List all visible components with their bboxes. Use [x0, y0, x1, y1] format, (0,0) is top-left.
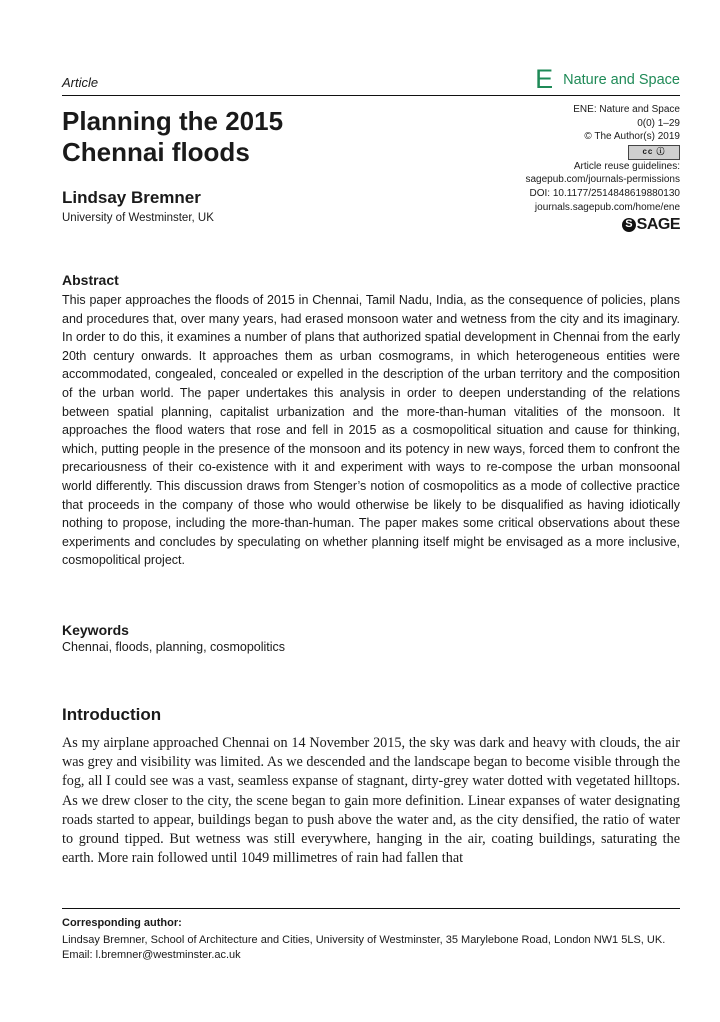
sage-s-icon: S — [622, 218, 636, 232]
abstract-text: This paper approaches the floods of 2015 in Chennai, Tamil Nadu, India, as the consequence of policies, plans and procedures that, over many years, had erased monsoon water and wetness from the city and its imaginary. In order to do this, it examines a number of plans that authorized spatial development in Chennai from the early 20th century onwards. It approaches them as urban cosmograms, in which heterogeneous entities were accommodated, congealed, concealed or expelled in the description of the urban territory and the composition of the urban world. The paper undertakes this analysis in order to deepen understanding of the relations between spatial planning, capitalist urbanization and the more-than-human vitalities of the monsoon. It approaches the flood waters that rose and fell in 2015 as a cosmopolitical situation and cause for thinking, which, putting people in the presence of the monsoon and its potency in new ways, forced them to confront the precariousness of their co-existence with it and experiment with ways to re-compose the urban monsoonal world differently. This discussion draws from Stenger’s notion of cosmopolitics as a mode of collective practice that proceeds in the company of those who would otherwise be likely to be disqualified as having idiotically nothing to propose, including the more-than-human. The paper makes some critical observations about these experiments and concludes by speculating on whether planning itself might be envisaged as a more inclusive, cosmopolitical project. — [62, 293, 680, 568]
abstract-heading: Abstract — [62, 272, 119, 288]
journal-logo-letter: E — [535, 64, 554, 94]
doi-link[interactable]: DOI: 10.1177/2514848619880130 — [529, 187, 680, 199]
introduction-text: As my airplane approached Chennai on 14 November 2015, the sky was dark and heavy with clouds, the air was grey and visibility was limited. As we descended and the landscape began to become visible through the fog, all I could see was a vast, seamless expanse of stagnant, dirty-grey water dotted with vegetated hilltops. As we drew closer to the city, the scene began to gain more definition. Linear expanses of water designating roads started to appear, buildings began to push above the water and, as the city densified, the ratio of water to ground tipped. But wetness was still everywhere, hanging in the air, coating buildings, saturating the earth. More rain followed until 1049 millimetres of rain had fallen that — [62, 735, 680, 867]
article-type-label: Article — [62, 75, 99, 90]
article-meta — [525, 103, 680, 232]
sage-logo — [622, 218, 680, 232]
corresponding-author-details — [62, 933, 680, 962]
author-affiliation: University of Westminster, UK — [62, 212, 214, 224]
corresponding-author-email[interactable]: Email: l.bremner@westminster.ac.uk — [62, 948, 241, 961]
journal-name: Nature and Space — [563, 71, 680, 88]
volume-pages: 0(0) 1–29 — [637, 117, 680, 129]
copyright-line: © The Author(s) 2019 — [584, 131, 680, 143]
corresponding-author-address: Lindsay Bremner, School of Architecture and Cities, University of Westminster, 35 Marylebone Road, London NW1 5LS, UK. — [62, 934, 666, 946]
cc-license-icon[interactable]: cc ⓘ — [628, 145, 680, 160]
footer-rule — [62, 908, 680, 909]
keywords-heading: Keywords — [62, 622, 129, 638]
journal-abbrev: ENE: Nature and Space — [573, 104, 680, 115]
article-title: Planning the 2015 Chennai floods — [62, 106, 284, 167]
permissions-link[interactable]: sagepub.com/journals-permissions — [525, 174, 680, 186]
corresponding-author-heading: Corresponding author: — [62, 917, 182, 929]
header-rule — [62, 95, 680, 96]
journal-brand — [535, 66, 680, 93]
journal-home-link[interactable]: journals.sagepub.com/home/ene — [534, 201, 680, 213]
publisher-name: SAGE — [636, 216, 680, 234]
author-name: Lindsay Bremner — [62, 188, 201, 207]
keywords-list: Chennai, floods, planning, cosmopolitics — [62, 640, 286, 654]
introduction-heading: Introduction — [62, 705, 162, 724]
reuse-guidelines-label: Article reuse guidelines: — [573, 160, 680, 172]
